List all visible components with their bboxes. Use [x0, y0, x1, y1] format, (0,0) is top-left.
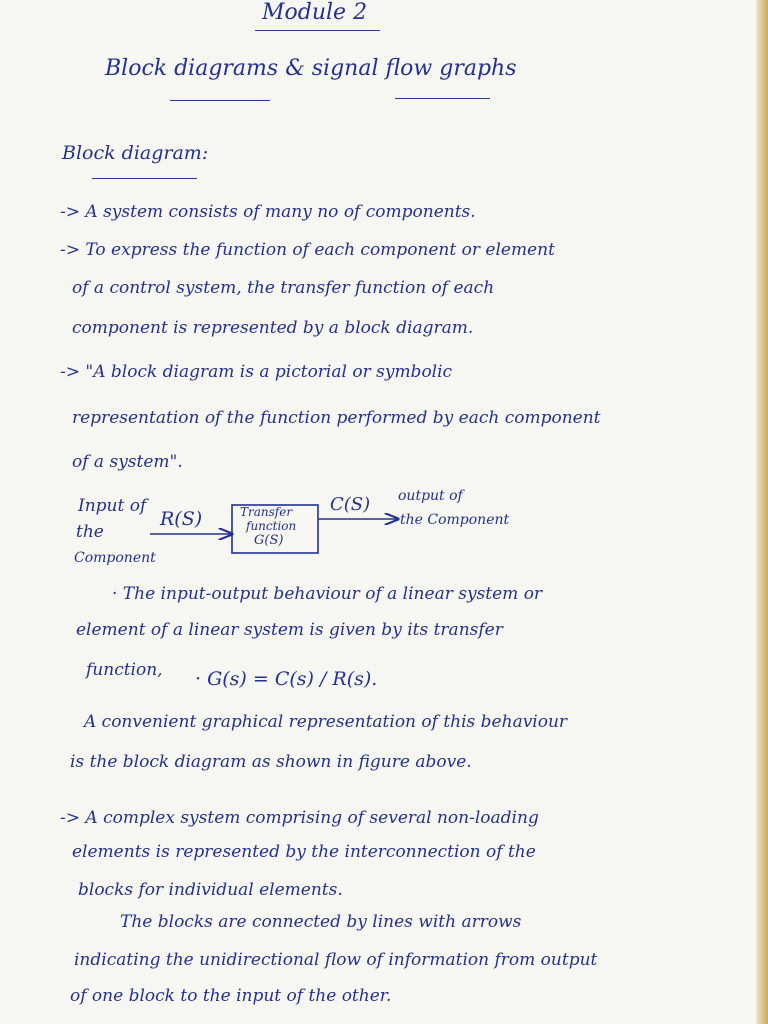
block-label: function — [246, 519, 297, 533]
paragraph-line: component is represented by a block diagram. — [72, 318, 474, 338]
paragraph-line: of a control system, the transfer function of each — [72, 278, 495, 298]
paragraph-line: function, — [86, 660, 163, 680]
input-label: Component — [74, 550, 156, 566]
paragraph-line: elements is represented by the interconnection of the — [72, 842, 536, 862]
paragraph-line: -> A system consists of many no of components. — [60, 202, 476, 222]
output-label: the Component — [400, 512, 510, 528]
paragraph-line: -> A complex system comprising of several non-loading — [60, 808, 539, 828]
paragraph-line: element of a linear system is given by its transfer — [76, 620, 503, 640]
paragraph-line: · The input-output behaviour of a linear system or — [112, 584, 543, 604]
section-heading: Block diagram: — [62, 142, 209, 164]
output-label: output of — [398, 488, 463, 504]
block-label: Transfer — [240, 505, 293, 519]
paragraph-line: indicating the unidirectional flow of information from output — [74, 950, 598, 970]
paragraph-line: -> "A block diagram is a pictorial or symbolic — [60, 362, 453, 382]
input-label: the — [76, 522, 104, 542]
paragraph-line: A convenient graphical representation of this behaviour — [84, 712, 568, 732]
module-title: Module 2 — [262, 0, 368, 25]
input-signal: R(S) — [160, 508, 203, 530]
output-signal: C(S) — [330, 494, 371, 515]
paragraph-line: blocks for individual elements. — [78, 880, 343, 900]
subtitle: Block diagrams & signal flow graphs — [105, 56, 517, 81]
paragraph-line: representation of the function performed by each component — [72, 408, 601, 428]
transfer-function-equation: · G(s) = C(s) / R(s). — [195, 668, 378, 690]
paragraph-line: The blocks are connected by lines with arrows — [120, 912, 522, 932]
input-label: Input of — [78, 496, 147, 516]
paragraph-line: is the block diagram as shown in figure above. — [70, 752, 472, 772]
paragraph-line: -> To express the function of each component or element — [60, 240, 555, 260]
block-label: G(S) — [254, 533, 284, 548]
paragraph-line: of a system". — [72, 452, 183, 472]
paragraph-line: of one block to the input of the other. — [70, 986, 392, 1006]
